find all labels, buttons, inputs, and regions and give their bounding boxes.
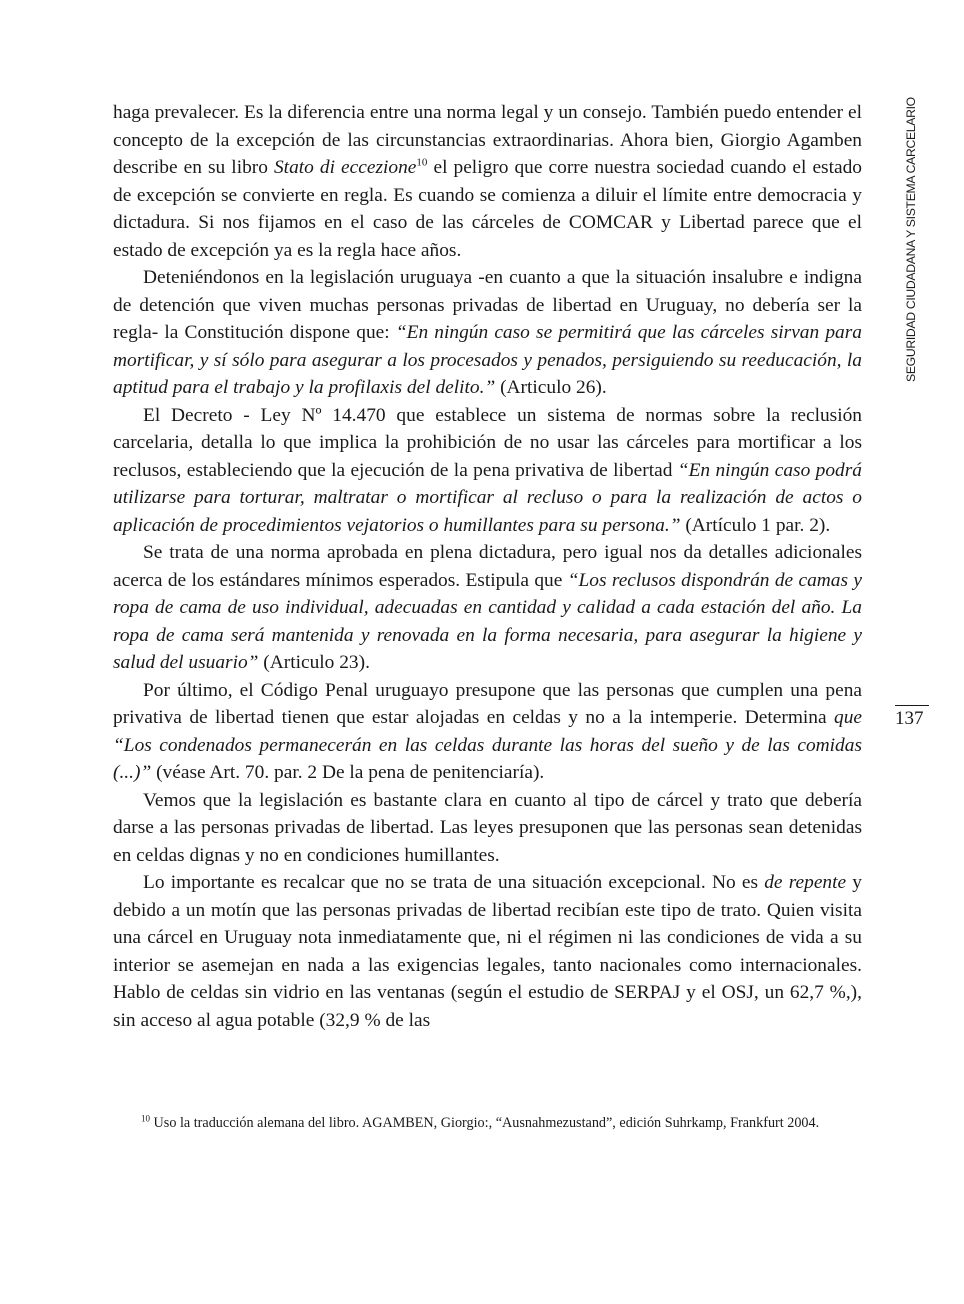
quote-article-23: “Los reclusos dispondrán de camas y ropa de cama de uso individual, adecuadas en cantidad y calidad a cada estación del año. La ropa de cama será mantenida y renovada en la forma necesaria, para asegurar la higiene y salud del usuario” — [113, 569, 862, 673]
footnote — [113, 1113, 862, 1134]
paragraph-6-text-a: Vemos que la legislación es bastante clara en cuanto al tipo de cárcel y trato que debería darse a las personas privadas de libertad. Las leyes presuponen que las personas sean detenidas en celdas dignas y no en condiciones humillantes. — [113, 789, 862, 866]
paragraph-2-text-a: Deteniéndonos en la legislación uruguaya -en cuanto a que la situación insalubre e indigna de detención que viven muchas personas privadas de libertad en Uruguay, no debería ser la regla- la Constitución dispone que: — [113, 267, 862, 343]
paragraph-3 — [113, 402, 862, 540]
page-number: 137 — [895, 708, 924, 729]
paragraph-1-text-a: haga prevalecer. Es la diferencia entre una norma legal y un consejo. También puedo entender el concepto de la excepción de las circunstancias extraordinarias. Ahora bien, Giorgio Agamben describe en su libro — [113, 102, 862, 178]
paragraph-2-text-c: (Articulo 26). — [495, 377, 607, 398]
running-head: SEGURIDAD CIUDADANA Y SISTEMA CARCELARIO — [904, 97, 918, 382]
footnote-10 — [113, 1113, 862, 1134]
footnote-mark: 10 — [141, 1113, 150, 1124]
quote-decreto-ley-14470: “En ningún caso podrá utilizarse para torturar, maltratar o mortificar al recluso o para la realización de actos o aplicación de procedimientos vejatorios o humillantes para su persona.” — [113, 459, 862, 536]
body-text — [113, 99, 862, 1034]
paragraph-6 — [113, 787, 862, 870]
paragraph-3-text-a: El Decreto - Ley Nº 14.470 que establece un sistema de normas sobre la reclusión carcelaria, detalla lo que implica la prohibición de no usar las cárceles para mortificar a los reclusos, estableciendo que la ejecución de la pena privativa de libertad — [113, 404, 862, 481]
quote-constitution-article-26: “En ningún caso se permitirá que las cárceles sirvan para mortificar, y sí sólo para asegurar a los procesados y penados, persiguiendo su reeducación, la aptitud para el trabajo y la profilaxis del delito.” — [113, 322, 862, 398]
paragraph-1 — [113, 99, 862, 264]
paragraph-7-text-c: y debido a un motín que las personas privadas de libertad recibían este tipo de trato. Quien visita una cárcel en Uruguay nota inmediatamente que, ni el régimen ni las condiciones de vida a su interior se asemejan en nada a las exigencias legales, tanto nacionales como internacionales. Hablo de celdas sin vidrio en las ventanas (según el estudio de SERPAJ y el OSJ, un 62,7 %,), sin acceso al agua potable (32,9 % de las — [113, 872, 863, 1031]
paragraph-4-text-a: Se trata de una norma aprobada en plena dictadura, pero igual nos da detalles adicionales acerca de los estándares mínimos esperados. Estipula que — [113, 542, 862, 591]
paragraph-5 — [113, 677, 862, 787]
paragraph-2 — [113, 264, 862, 402]
footnote-reference-10: 10 — [416, 156, 428, 169]
paragraph-7-text-a: Lo importante es recalcar que no se trata de una situación excepcional. No es — [143, 872, 765, 893]
paragraph-5-text-a: Por último, el Código Penal uruguayo presupone que las personas que cumplen una pena privativa de libertad tienen que estar alojadas en celdas y no a la intemperie. Determina — [113, 679, 862, 728]
quote-codigo-penal: que “Los condenados permanecerán en las celdas durante las horas del sueño y de las comidas (...)” — [113, 707, 862, 783]
paragraph-3-text-c: (Artículo 1 par. 2). — [680, 514, 831, 536]
paragraph-1-text-c: el peligro que corre nuestra sociedad cuando el estado de excepción se convierte en regla. Es cuando se comienza a diluir el límite entre democracia y dictadura. Si nos fijamos en el caso de las cárceles de COMCAR y Libertad parece que el estado de excepción ya es la regla hace años. — [113, 157, 862, 261]
book-title-stato-di-eccezione: Stato di eccezione — [273, 157, 417, 178]
paragraph-4 — [113, 539, 862, 677]
emphasis-de-repente: de repente — [764, 872, 847, 893]
paragraph-7 — [113, 869, 862, 1034]
footnote-text: Uso la traducción alemana del libro. AGAMBEN, Giorgio:, “Ausnahmezustand”, edición Suhrkamp, Frankfurt 2004. — [150, 1115, 820, 1131]
paragraph-4-text-c: (Articulo 23). — [258, 652, 370, 673]
paragraph-5-text-c: (véase Art. 70. par. 2 De la pena de penitenciaría). — [151, 762, 545, 783]
